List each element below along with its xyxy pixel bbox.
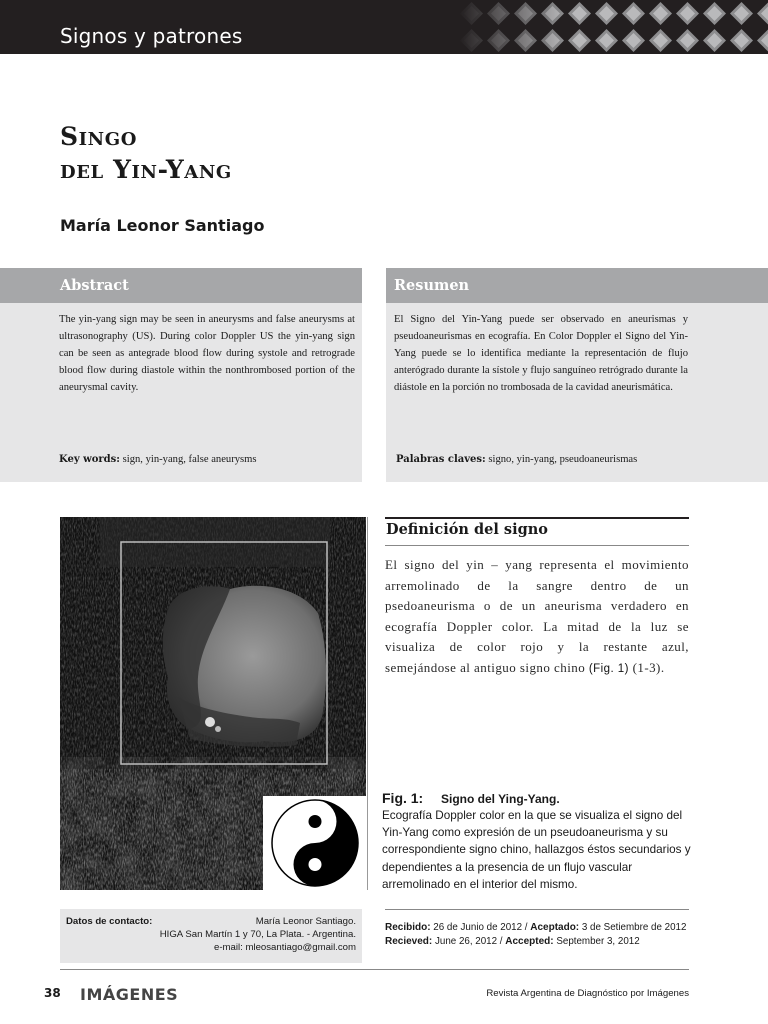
article-title: [60, 120, 232, 186]
palabras-claves-values: signo, yin-yang, pseudoaneurismas: [485, 454, 638, 465]
figure-caption: Ecografía Doppler color en la que se visualiza el signo del Yin-Yang como expresión de un pseudoaneurisma y su correspondiente signo chino, hallazgos éstos secundarios y dependientes a la presencia de un flujo vascular arremolinado en el interior del mismo.: [382, 809, 691, 891]
received-en-date: June 26, 2012 /: [432, 936, 506, 947]
figure-reference-link[interactable]: (Fig. 1): [588, 662, 629, 675]
citation: (1-3).: [628, 659, 665, 675]
resumen-box: [386, 303, 768, 482]
dates-english: [385, 935, 686, 949]
diamond-pattern-decoration: [458, 0, 768, 54]
figure-divider: [367, 517, 368, 890]
figure-label: Fig. 1:: [382, 790, 424, 806]
keywords-values: sign, yin-yang, false aneurysms: [120, 454, 257, 465]
accepted-label: Aceptado:: [530, 922, 580, 933]
received-label: Recibido:: [385, 922, 431, 933]
section-body-text: El signo del yin – yang representa el movimiento arremolinado de la sangre dentro de un psedoaneurisma o de un aneurisma verdadero en ecografía Doppler color. La mitad de la luz se visualiza de color rojo y la restante azul, semejándose al antiguo signo chino: [385, 557, 689, 675]
article-author: María Leonor Santiago: [60, 216, 265, 235]
contact-label: Datos de contacto:: [66, 916, 153, 927]
received-date: 26 de Junio de 2012 /: [430, 922, 531, 933]
section-heading-rule: [385, 545, 689, 546]
contact-name: María Leonor Santiago.: [255, 916, 356, 927]
article-title-line-1: Singo: [60, 122, 137, 151]
accepted-date: 3 de Setiembre de 2012: [579, 922, 687, 933]
dates-rule: [385, 909, 689, 910]
received-en-label: Recieved:: [385, 936, 433, 947]
accepted-en-label: Accepted:: [505, 936, 554, 947]
contact-email[interactable]: e-mail: mleosantiago@gmail.com: [214, 942, 356, 953]
accepted-en-date: September 3, 2012: [553, 936, 640, 947]
abstract-box: [0, 303, 362, 482]
page-number: 38: [44, 986, 61, 1000]
section-heading: Definición del signo: [386, 521, 548, 538]
resumen-keywords: [396, 451, 637, 468]
contact-details: [160, 915, 356, 954]
publication-dates: [385, 921, 686, 949]
abstract-keywords: [59, 451, 257, 468]
figure-title: Signo del Ying-Yang.: [441, 792, 560, 806]
keywords-label: Key words:: [59, 454, 120, 465]
palabras-claves-label: Palabras claves:: [396, 454, 486, 465]
journal-logo: IMÁGENES: [80, 985, 179, 1004]
article-title-line-2: del Yin-Yang: [60, 155, 232, 184]
contact-box: [60, 909, 362, 963]
resumen-heading: Resumen: [386, 268, 768, 303]
abstract-heading: Abstract: [0, 268, 362, 303]
footer-rule: [60, 969, 689, 970]
abstract-body: The yin-yang sign may be seen in aneurysms and false aneurysms at ultrasonography (US). During color Doppler US the yin-yang sign can be seen as antegrade blood flow during systole and retrograde blood flow during diastole within the nonthrombosed portion of the aneurysmal cavity.: [59, 314, 355, 393]
section-category-title: Signos y patrones: [60, 24, 243, 48]
section-body: [385, 555, 689, 679]
contact-address: HIGA San Martín 1 y 70, La Plata. - Argentina.: [159, 929, 356, 940]
section-top-rule: [385, 517, 689, 519]
dates-spanish: [385, 921, 686, 935]
yin-yang-symbol: [263, 796, 366, 890]
journal-name: Revista Argentina de Diagnóstico por Imágenes: [486, 988, 689, 999]
resumen-body: El Signo del Yin-Yang puede ser observado en aneurismas y pseudoaneurismas en ecografía. En Color Doppler el Signo del Yin-Yang puede se lo identifica mediante la representación de flujo anterógrado durante la sístole y flujo sanguíneo retrógrado durante la diástole en la porción no trombosada de la cavidad aneurismática.: [394, 314, 688, 393]
